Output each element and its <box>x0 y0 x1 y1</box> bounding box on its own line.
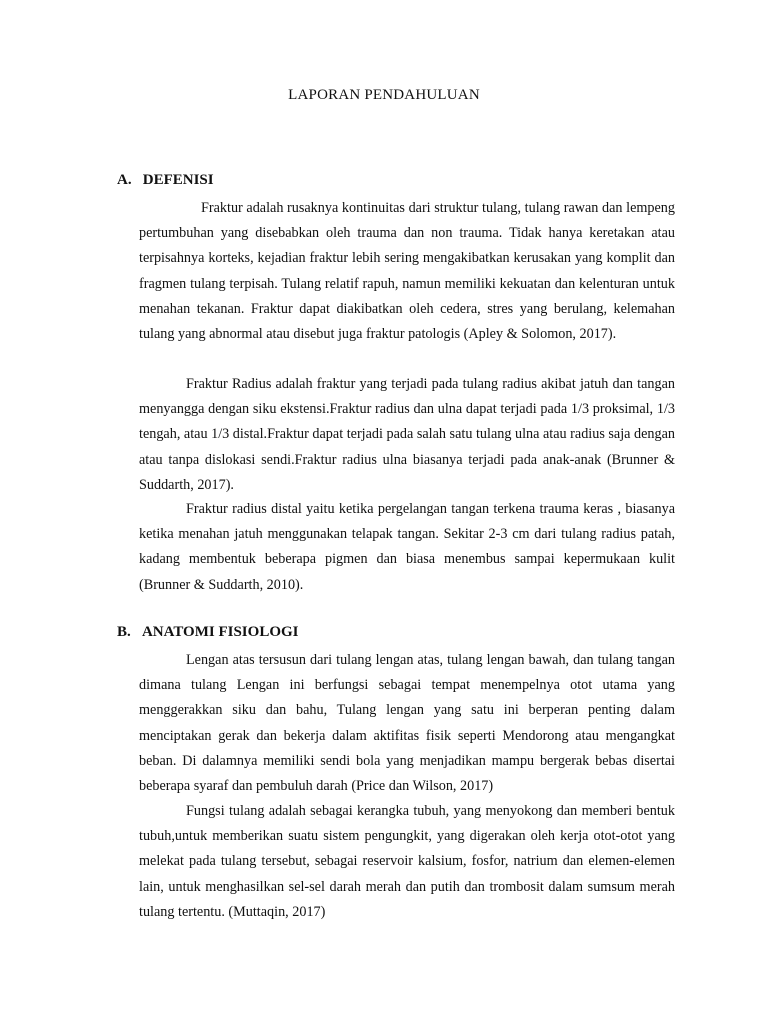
paragraph-defenisi-1: Fraktur adalah rusaknya kontinuitas dari struktur tulang, tulang rawan dan lempeng pertumbuhan yang disebabkan oleh trauma dan non trauma. Tidak hanya keretakan atau terpisahnya korteks, kejadian fraktur lebih sering mengakibatkan kerusakan yang komplit dan fragmen tulang terpisah. Tulang relatif rapuh, namun memiliki kekuatan dan kelenturan untuk menahan tekanan. Fraktur dapat diakibatkan oleh cedera, stres yang berulang, kelemahan tulang yang abnormal atau disebut juga fraktur patologis (Apley & Solomon, 2017). <box>139 200 675 343</box>
paragraph-defenisi-3: Fraktur radius distal yaitu ketika pergelangan tangan terkena trauma keras , biasanya ketika menahan jatuh menggunakan telapak tangan. Sekitar 2-3 cm dari tulang radius patah, kadang membentuk beberapa pigmen dan biasa menembus sampai kepermukaan kulit (Brunner & Suddarth, 2010). <box>139 501 675 593</box>
paragraph-defenisi-2: Fraktur Radius adalah fraktur yang terjadi pada tulang radius akibat jatuh dan tangan menyangga dengan siku ekstensi.Fraktur radius dan ulna dapat terjadi pada 1/3 proksimal, 1/3 tengah, atau 1/3 distal.Fraktur dapat terjadi pada salah satu tulang ulna atau radius saja dengan atau tanpa dislokasi sendi.Fraktur radius ulna biasanya terjadi pada anak-anak (Brunner & Suddarth, 2017). <box>139 376 675 493</box>
paragraph-anatomi-2: Fungsi tulang adalah sebagai kerangka tubuh, yang menyokong dan memberi bentuk tubuh,untuk memberikan suatu sistem pengungkit, yang digerakan oleh kerja otot-otot yang melekat pada tulang tersebut, sebagai reservoir kalsium, fosfor, natrium dan elemen-elemen lain, untuk menghasilkan sel-sel darah merah dan putih dan trombosit dalam sumsum merah tulang tertentu. (Muttaqin, 2017) <box>139 803 675 920</box>
section-number: A. <box>117 172 132 188</box>
paragraph-anatomi-1: Lengan atas tersusun dari tulang lengan atas, tulang lengan bawah, dan tulang tangan dimana tulang Lengan ini berfungsi sebagai tempat menempelnya otot utama yang menggerakkan siku dan bahu, Tulang lengan yang satu ini berperan penting dalam menciptakan gerak dan bekerja dalam aktifitas fisik seperti Mendorong atau mengangkat beban. Di dalamnya memiliki sendi bola yang menjadikan mampu bergerak bebas disertai beberapa syaraf dan pembuluh darah (Price dan Wilson, 2017) <box>139 652 675 795</box>
section-title: ANATOMI FISIOLOGI <box>141 624 299 640</box>
section-number: B. <box>117 624 131 640</box>
document-title: LAPORAN PENDAHULUAN <box>288 87 480 103</box>
section-heading-defenisi <box>117 172 214 189</box>
section-heading-anatomi-fisiologi <box>117 624 299 641</box>
section-title: DEFENISI <box>142 172 214 188</box>
